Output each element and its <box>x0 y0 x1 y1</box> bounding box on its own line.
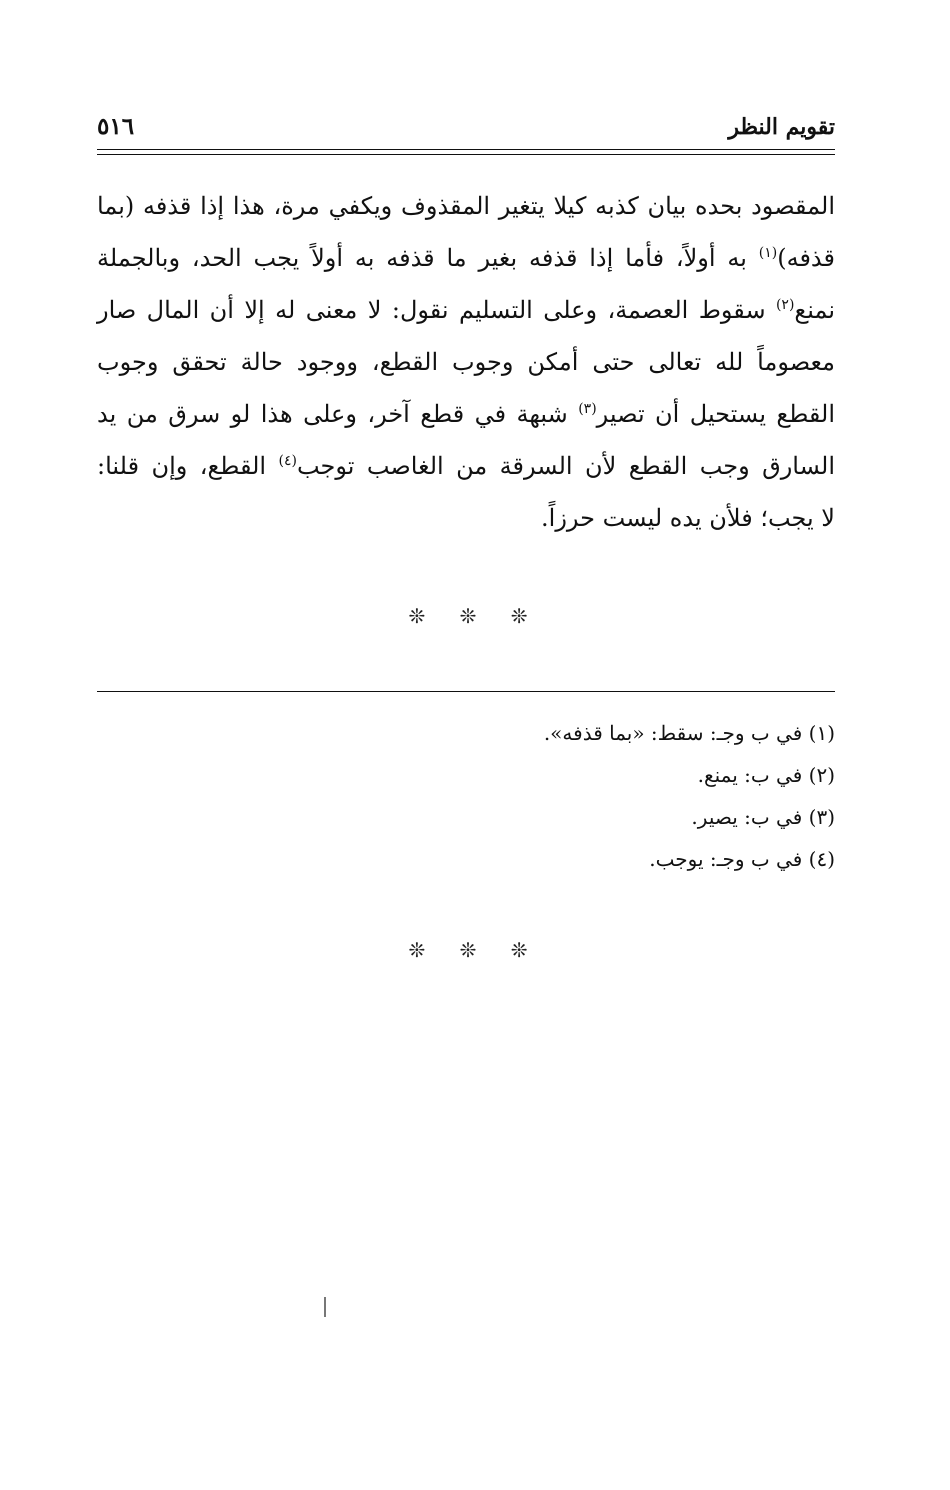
text-line-5: القطع يستحيل أن تصير$^{(٣)}$ شبهة في قطع آخر، وعلى هذا لو سرق من يد <box>97 400 836 428</box>
footnotes <box>97 712 835 880</box>
text-line-4: معصوماً لله تعالى حتى أمكن وجوب القطع، ووجود حالة تحقق وجوب <box>97 348 835 376</box>
note-mark-3: (٣) <box>578 401 597 417</box>
text-line-2: قذفه)$^{(١)}$ به أولاً، فأما إذا قذفه بغير ما قذفه به أولاً يجب الحد، وبالجملة <box>97 244 835 272</box>
footnote-2: (٢) في ب: يمنع. <box>697 763 835 787</box>
note-mark-2: (٢) <box>775 297 795 313</box>
footnote-rule <box>97 691 835 692</box>
header-rule-top <box>97 149 835 150</box>
page-number: ٥١٦ <box>97 113 135 140</box>
running-title: تقويم النظر <box>728 114 835 140</box>
text-line-6: السارق وجب القطع لأن السرقة من الغاصب توجب$^{(٤)}$ القطع، وإن قلنا: <box>97 452 836 480</box>
note-mark-1: (١) <box>758 245 778 261</box>
end-separator-stars: ❊ ❊ ❊ <box>408 938 542 962</box>
note-mark-4: (٤) <box>278 453 297 469</box>
scan-mark <box>324 1297 326 1317</box>
text-line-7: لا يجب؛ فلأن يده ليست حرزاً. <box>541 504 835 532</box>
page-header <box>97 112 835 148</box>
footnote-4: (٤) في ب وجـ: يوجب. <box>649 847 835 871</box>
section-separator-stars: ❊ ❊ ❊ <box>408 604 542 628</box>
text-line-3: نمنع$^{(٢)}$ سقوط العصمة، وعلى التسليم نقول: لا معنى له إلا أن المال صار <box>97 296 835 324</box>
footnote-1: (١) في ب وجـ: سقط: «بما قذفه». <box>543 721 835 745</box>
footnote-3: (٣) في ب: يصير. <box>691 805 835 829</box>
main-text <box>97 180 835 544</box>
header-rule-bottom <box>97 154 835 155</box>
text-line-1: المقصود بحده بيان كذبه كيلا يتغير المقذوف ويكفي مرة، هذا إذا قذفه (بما <box>97 192 835 220</box>
